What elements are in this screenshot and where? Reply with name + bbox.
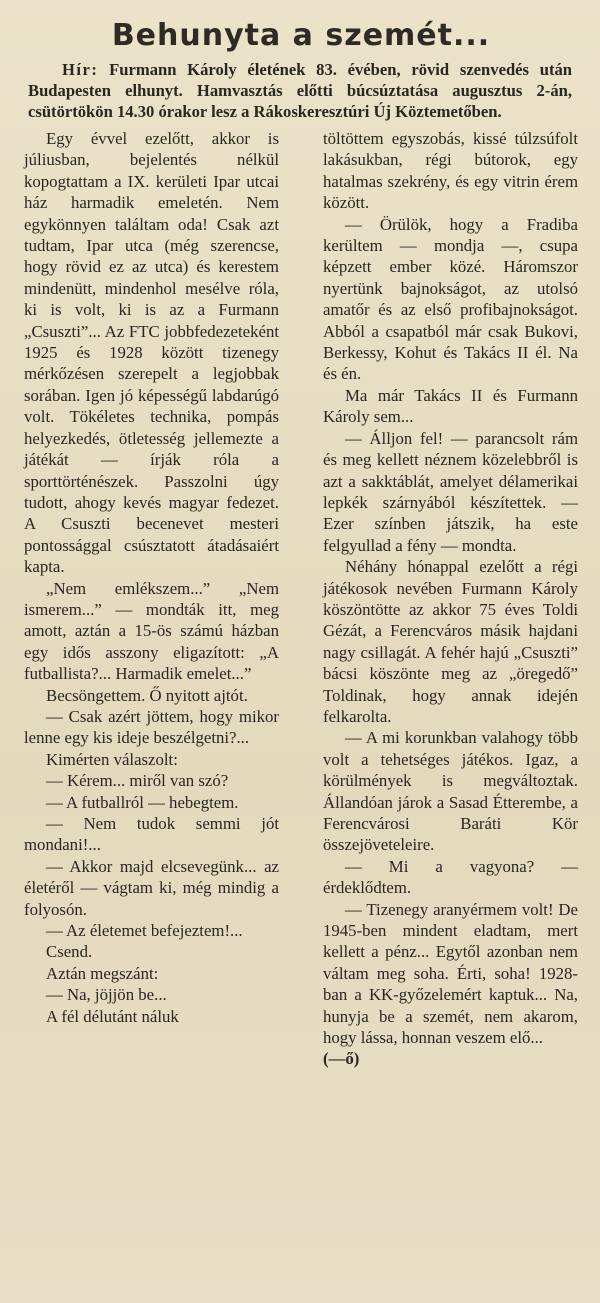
body-paragraph: Becsöngettem. Ő nyitott ajtót. — [46, 685, 248, 705]
body-paragraph: — A mi korunkban valahogy több volt a tehetséges játékos. Igaz, a körülmények is megváltoztak. Állandóan járok a Sasad Étterembe, a Ferencvárosi Baráti Kör összejöveteleire. — [323, 728, 578, 855]
body-paragraph: Kimérten válaszolt: — [46, 749, 178, 769]
body-paragraph: töltöttem egyszobás, kissé túlzsúfolt lakásukban, régi bútorok, egy hatalmas szekrény, és egy vitrin érem között. — [323, 129, 578, 213]
body-paragraph: Ma már Takács II és Furmann Károly sem... — [323, 385, 578, 427]
body-paragraph: A fél délutánt náluk — [46, 1006, 179, 1026]
body-paragraph: — Álljon fel! — parancsolt rám és meg kellett néznem közelebbről is azt a sakktáblát, amelyet délamerikai lepkék szárnyából készítettek. — Ezer színben játszik, ha este felgyullad a fény — mondta. — [323, 428, 578, 555]
body-paragraph: — Örülök, hogy a Fradiba kerültem — mondja —, csupa képzett ember közé. Háromszor nyertünk bajnokságot, az utolsó amatőr és az első profibajnokságot. Abból a csapatból már csak Bukovi, Berkessy, Kohut és Takács II él. Na és én. — [323, 214, 578, 384]
body-paragraph: Csend. — [46, 942, 93, 962]
headline: Behunyta a szemét... — [111, 18, 491, 53]
lead-text: Furmann Károly életének 83. évében, rövid szenvedés után Budapesten elhunyt. Hamvasztás előtti búcsúztatása augusztus 2-án, csütörtökön 14.30 órakor lesz a Rákoskeresztúri Új Köztemetőben. — [28, 60, 572, 121]
lead-tag: Hír: — [62, 60, 99, 79]
body-paragraph: — Akkor majd elcsevegünk... az életéről — vágtam ki, még mindig a folyosón. — [24, 856, 279, 919]
body-paragraph: „Nem emlékszem...” „Nem ismerem...” — mondták itt, meg amott, aztán a 15-ös számú házban egy idős asszony eligazított: „A futballista?... Harmadik emelet...” — [24, 578, 279, 684]
author-signature: (—ő) — [323, 1049, 360, 1069]
body-paragraph: Néhány hónappal ezelőtt a régi játékosok nevében Furmann Károly köszöntötte az akkor 75 éves Toldi Gézát, a Ferencváros másik hajdani nagy csillagát. A fehér hajú „Csuszti” bácsi köszönte meg az „öregedő” Toldinak, hogy annak idején felkarolta. — [323, 557, 578, 726]
body-paragraph: Egy évvel ezelőtt, akkor is júliusban, bejelentés nélkül kopogtattam a IX. kerületi Ipar utcai ház harmadik emeletén. Nem egykönnyen találtam oda! Csak azt tudtam, Ipar utca (még szerencse, hogy rövid ez az utca) és kerestem mindenütt, mindenhol mesélve róla, ki is volt, ki is az a Furmann „Csuszti”... Az FTC jobbfedezeteként 1925 és 1928 között tizenegy mérkőzésen szerepelt a legjobbak sorában. Igen jó képességű labdarúgó volt. Tökéletes technika, pompás helyezkedés, ötletesség jellemezte a játékát — írják róla a sporttörténészek. Passzolni úgy tudott, ahogy kevés magyar fedezet. A Csuszti becenevet mesteri pontossággal csúsztatott átadásaiért kapta. — [24, 129, 279, 577]
article-body — [24, 128, 578, 1070]
body-paragraph: — Na, jöjjön be... — [46, 985, 167, 1005]
right-column — [323, 128, 578, 1070]
body-paragraph: — Az életemet befejeztem!... — [46, 921, 243, 941]
body-paragraph: Aztán megszánt: — [46, 963, 159, 983]
body-paragraph: — Nem tudok semmi jót mondani!... — [24, 814, 279, 855]
body-paragraph: — A futballról — hebegtem. — [46, 792, 239, 812]
body-paragraph: — Mi a vagyona? — érdeklődtem. — [323, 856, 578, 898]
left-column — [24, 128, 279, 1070]
body-paragraph: — Kérem... miről van szó? — [46, 771, 229, 791]
body-paragraph: — Csak azért jöttem, hogy mikor lenne egy kis ideje beszélgetni?... — [24, 706, 279, 748]
lead-paragraph — [28, 59, 572, 122]
body-paragraph: — Tizenegy aranyérmem volt! De 1945-ben mindent eladtam, mert kellett a pénz... Egytől azonban nem váltam meg soha. Érti, soha! 1928-ban a KK-győzelemért kaptuk... Na, hunyja be a szemét, nem akarom, hogy lássa, honnan veszem elő... — [323, 899, 578, 1048]
